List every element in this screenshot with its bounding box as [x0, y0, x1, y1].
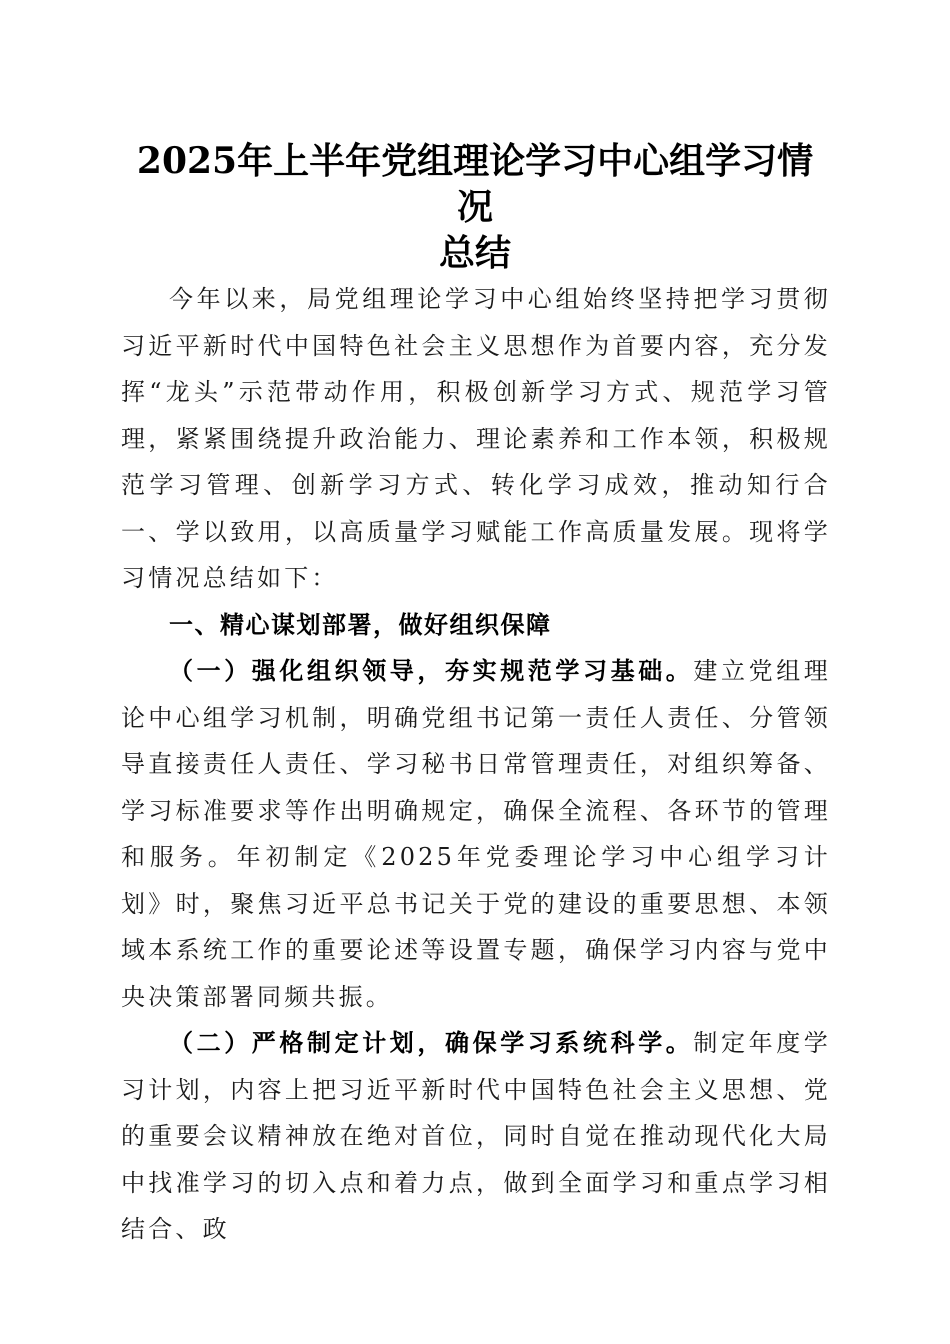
- item-paragraph-2: [121, 1020, 831, 1253]
- item-1-lead: （一）强化组织领导，夯实规范学习基础。: [169, 656, 694, 685]
- item-paragraph-1: [121, 648, 831, 1020]
- title-line-2: 总结: [438, 232, 511, 274]
- title-line-1: 2025年上半年党组理论学习中心组学习情况: [136, 140, 814, 228]
- item-2-lead: （二）严格制定计划，确保学习系统科学。: [169, 1028, 694, 1057]
- document-title: [120, 138, 830, 276]
- section-heading-1: 一、精心谋划部署，做好组织保障: [169, 610, 552, 639]
- item-1-body: 建立党组理论中心组学习机制，明确党组书记第一责任人责任、分管领导直接责任人责任、学习秘书日常管理责任，对组织筹备、学习标准要求等作出明确规定，确保全流程、各环节的管理和服务。年初制定《2025年党委理论学习中心组学习计划》时，聚焦习近平总书记关于党的建设的重要思想、本领域本系统工作的重要论述等设置专题，确保学习内容与党中央决策部署同频共振。: [121, 657, 831, 1011]
- intro-paragraph: 今年以来，局党组理论学习中心组始终坚持把学习贯彻习近平新时代中国特色社会主义思想作为首要内容，充分发挥“龙头”示范带动作用，积极创新学习方式、规范学习管理，紧紧围绕提升政治能力、理论素养和工作本领，积极规范学习管理、创新学习方式、转化学习成效，推动知行合一、学以致用，以高质量学习赋能工作高质量发展。现将学习情况总结如下：: [121, 285, 831, 592]
- document-body: [121, 276, 831, 1253]
- item-2-body: 制定年度学习计划，内容上把习近平新时代中国特色社会主义思想、党的重要会议精神放在绝对首位，同时自觉在推动现代化大局中找准学习的切入点和着力点，做到全面学习和重点学习相结合、政: [121, 1029, 831, 1243]
